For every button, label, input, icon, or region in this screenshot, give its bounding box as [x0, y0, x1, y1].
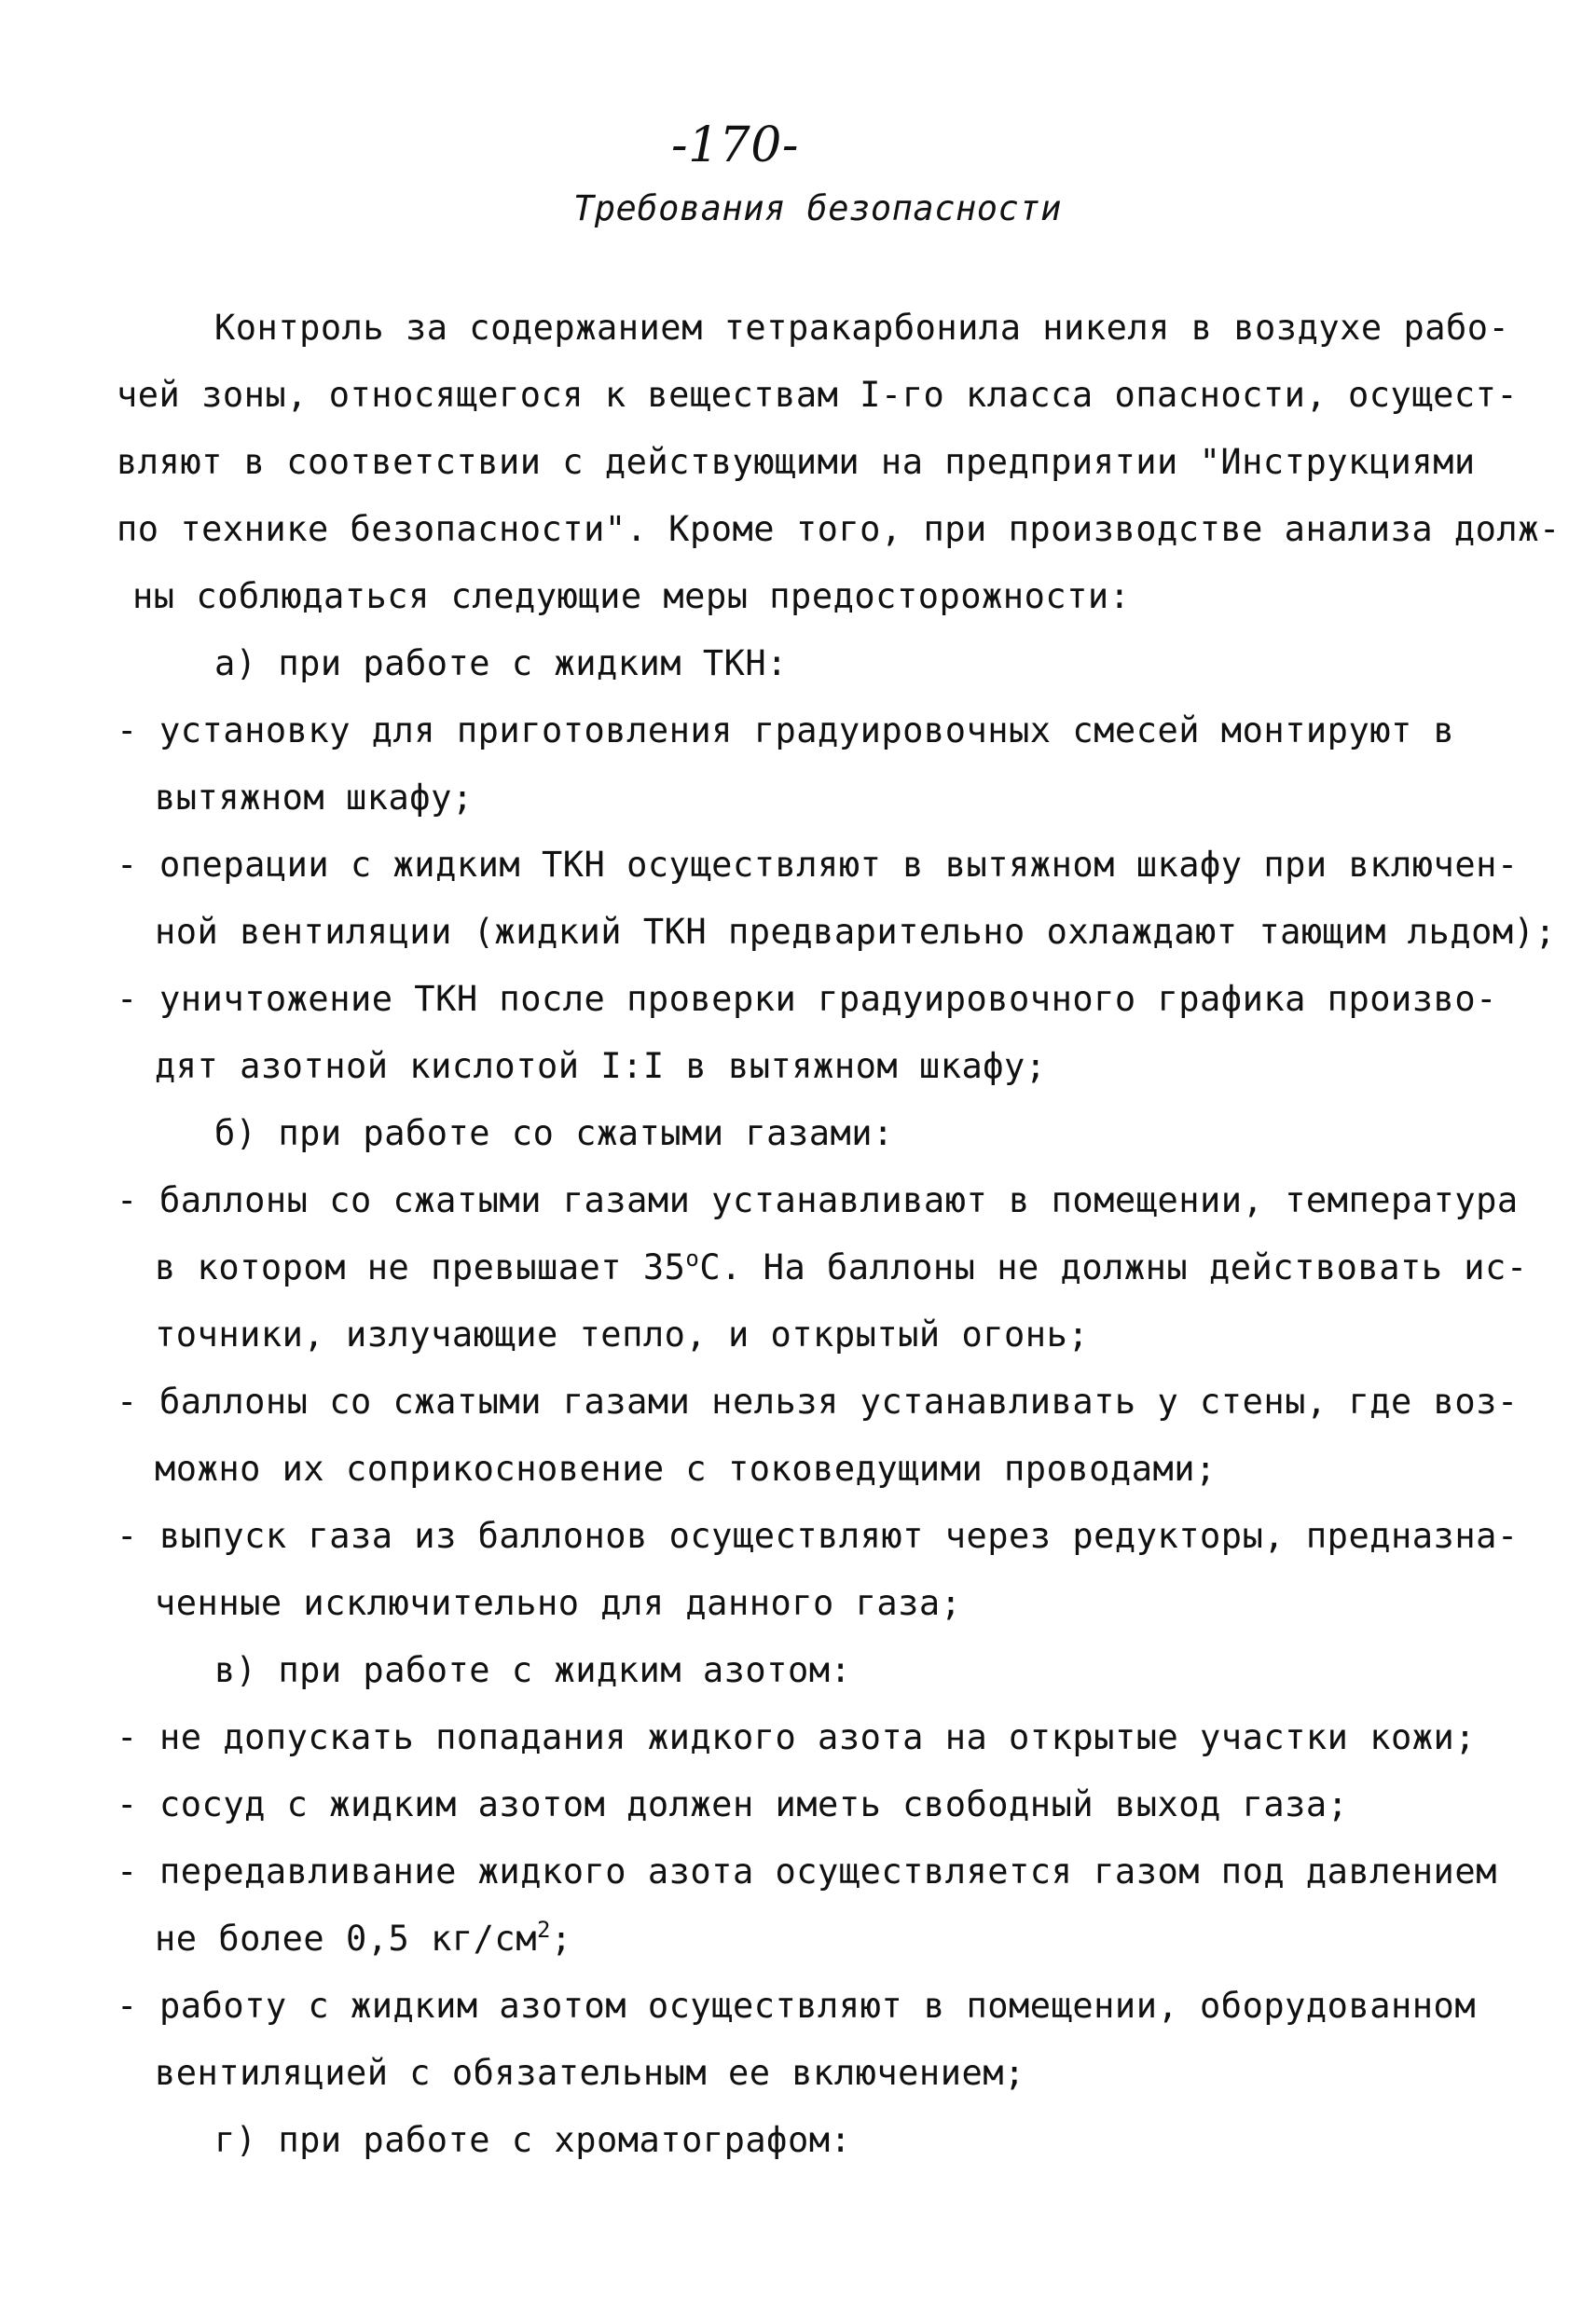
- bullet-dash: -: [117, 1516, 138, 1556]
- item-text: операции с жидким ТКН осуществляют в вытяжном шкафу при включен-: [159, 845, 1519, 885]
- bullet-dash: -: [117, 979, 138, 1019]
- item-text: работу с жидким азотом осуществляют в помещении, оборудованном: [159, 1986, 1477, 2026]
- intro-line-2: чей зоны, относящегося к веществам I-го класса опасности, осущест-: [117, 375, 1519, 415]
- bullet-dash: -: [117, 1851, 138, 1892]
- page-number: -170-: [671, 117, 799, 173]
- bullet-dash: -: [117, 1717, 138, 1757]
- intro-line-1: Контроль за содержанием тетракарбонила никеля в воздухе рабо-: [214, 308, 1510, 348]
- section-b-item-2-cont: можно их соприкосновение с токоведущими проводами;: [155, 1449, 1217, 1489]
- section-b-item-1-cont-2: точники, излучающие тепло, и открытый огонь;: [155, 1314, 1090, 1355]
- item-text: баллоны со сжатыми газами устанавливают в помещении, температура: [159, 1180, 1519, 1220]
- section-a-heading: а) при работе с жидким ТКН:: [214, 643, 788, 683]
- item-text: баллоны со сжатыми газами нельзя устанавливать у стены, где воз-: [159, 1382, 1519, 1422]
- bullet-dash: -: [117, 1986, 138, 2026]
- item-text: ;: [550, 1919, 572, 1959]
- section-a-item-1-cont: вытяжном шкафу;: [155, 778, 474, 818]
- bullet-dash: -: [117, 845, 138, 885]
- item-text: не более 0,5 кг/см: [155, 1919, 537, 1959]
- section-c-item-4: [117, 1986, 1477, 2026]
- section-a-item-3: [117, 979, 1497, 1019]
- bullet-dash: -: [117, 710, 138, 750]
- item-text: выпуск газа из баллонов осуществляют через редукторы, предназна-: [159, 1516, 1519, 1556]
- item-text: в котором не превышает 35: [155, 1247, 686, 1287]
- section-b-item-1: [117, 1180, 1519, 1220]
- section-d-heading: г) при работе с хроматографом:: [214, 2120, 852, 2160]
- bullet-dash: -: [117, 1180, 138, 1220]
- item-text: С. На баллоны не должны действовать ис-: [699, 1247, 1528, 1287]
- section-c-item-1: [117, 1717, 1477, 1757]
- item-text: установку для приготовления градуировочных смесей монтируют в: [159, 710, 1455, 750]
- section-a-item-1: [117, 710, 1455, 750]
- section-b-item-3: [117, 1516, 1519, 1556]
- section-c-heading: в) при работе с жидким азотом:: [214, 1650, 852, 1690]
- section-a-item-3-cont: дят азотной кислотой I:I в вытяжном шкафу;: [155, 1046, 1047, 1086]
- degree-superscript: о: [685, 1245, 700, 1272]
- section-c-item-3: [117, 1851, 1497, 1892]
- intro-line-5: ны соблюдаться следующие меры предосторожности:: [132, 576, 1131, 616]
- item-text: передавливание жидкого азота осуществляется газом под давлением: [159, 1851, 1497, 1892]
- bullet-dash: -: [117, 1784, 138, 1824]
- section-b-item-2: [117, 1382, 1519, 1422]
- section-b-heading: б) при работе со сжатыми газами:: [214, 1113, 894, 1153]
- item-text: не допускать попадания жидкого азота на открытые участки кожи;: [159, 1717, 1477, 1757]
- intro-line-3: вляют в соответствии с действующими на предприятии "Инструкциями: [117, 442, 1476, 482]
- section-title: Требования безопасности: [573, 188, 1062, 228]
- item-text: уничтожение ТКН после проверки градуировочного графика произво-: [159, 979, 1497, 1019]
- section-c-item-2: [117, 1784, 1349, 1824]
- item-text: сосуд с жидким азотом должен иметь свободный выход газа;: [159, 1784, 1349, 1824]
- section-a-item-2-cont: ной вентиляции (жидкий ТКН предварительно охлаждают тающим льдом);: [155, 912, 1557, 952]
- bullet-dash: -: [117, 1382, 138, 1422]
- section-a-item-2: [117, 845, 1519, 885]
- intro-line-4: по технике безопасности". Кроме того, при производстве анализа долж-: [117, 509, 1561, 549]
- section-c-item-4-cont: вентиляцией с обязательным ее включением;: [155, 2053, 1025, 2093]
- section-b-item-1-cont: [155, 1245, 1528, 1287]
- section-b-item-3-cont: ченные исключительно для данного газа;: [155, 1583, 962, 1623]
- section-c-item-3-cont: [155, 1917, 572, 1959]
- square-superscript: 2: [536, 1917, 551, 1943]
